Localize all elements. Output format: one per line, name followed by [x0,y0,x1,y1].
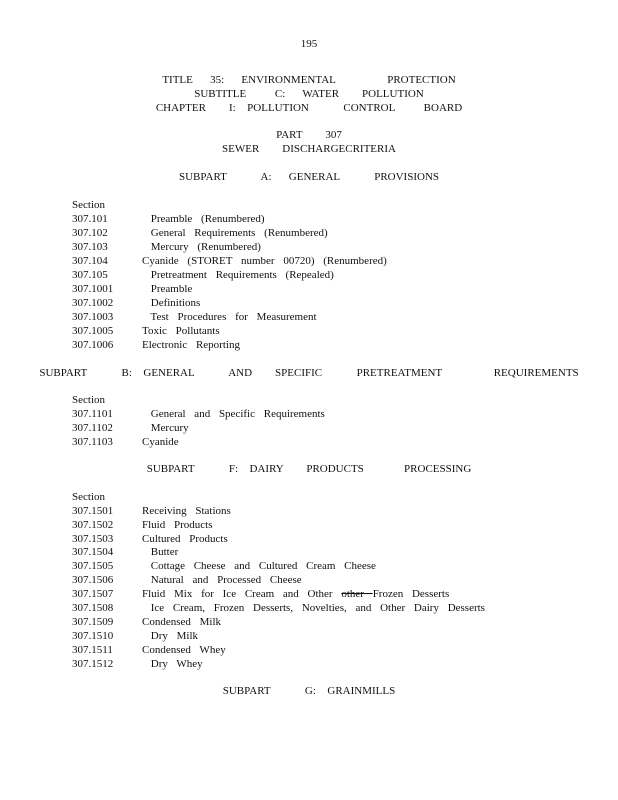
section-row [72,629,198,643]
section-number: 307.1103 [72,436,113,448]
section-title: Butter [142,546,179,558]
section-row [72,296,200,310]
section-number: 307.1003 [72,311,114,323]
section-number: 307.1505 [72,560,114,572]
section-row [72,532,228,546]
section-title: Dry Milk [142,630,198,642]
part-name-line: SEWER DISCHARGECRITERIA [222,143,396,155]
section-title: Cultured Products [142,533,228,545]
section-row [72,407,325,421]
subpart-b-heading: SUBPART B: GENERAL AND SPECIFIC PRETREATMENT REQUIREMENTS [39,367,579,379]
subpart-a-heading: SUBPART A: GENERAL PROVISIONS [179,171,439,183]
section-number: 307.1502 [72,519,114,531]
section-row [72,545,178,559]
section-title: Cyanide [142,436,179,448]
section-title: Condensed Milk [142,616,222,628]
section-number: 307.1001 [72,283,114,295]
section-number: 307.1102 [72,422,113,434]
section-number: 307.1511 [72,644,113,656]
section-number: 307.105 [72,269,108,281]
section-title: Pretreatment Requirements (Repealed) [142,269,334,281]
title-text: Frozen Desserts [372,588,450,600]
chapter-line: CHAPTER I: POLLUTION CONTROL BOARD [155,102,463,114]
section-title: General Requirements (Renumbered) [142,227,328,239]
section-row [72,226,328,240]
section-row [72,435,179,449]
section-row [72,657,203,671]
part-line: PART 307 [276,129,342,141]
section-row [72,268,334,282]
section-number: 307.1510 [72,630,114,642]
subpart-f-heading: SUBPART F: DAIRY PRODUCTS PROCESSING [146,463,472,475]
section-row [72,573,302,587]
section-row [72,601,485,615]
section-number: 307.1002 [72,297,114,309]
section-row [72,643,226,657]
section-row [72,504,231,518]
section-row [72,615,221,629]
section-number: 307.102 [72,227,108,239]
section-row [72,324,220,338]
section-title [142,588,449,600]
section-title: Cottage Cheese and Cultured Cream Cheese [142,560,376,572]
struck-text: other [341,588,373,600]
section-title: Mercury (Renumbered) [142,241,261,253]
subtitle-line: SUBTITLE C: WATER POLLUTION [194,88,424,100]
section-row [72,518,212,532]
section-row [72,421,189,435]
section-title: Mercury [142,422,189,434]
page-number: 195 [300,38,318,50]
section-number: 307.103 [72,241,108,253]
section-title: Test Procedures for Measurement [142,311,317,323]
section-title: Cyanide (STORET number 00720) (Renumbered) [142,255,387,267]
section-title: Toxic Pollutants [142,325,220,337]
section-title: Electronic Reporting [142,339,240,351]
section-label: Section [72,491,105,503]
section-title: Preamble (Renumbered) [142,213,265,225]
section-title: General and Specific Requirements [142,408,325,420]
section-row [72,254,387,268]
section-number: 307.1509 [72,616,114,628]
section-number: 307.1501 [72,505,114,517]
section-title: Ice Cream, Frozen Desserts, Novelties, and Other Dairy Desserts [142,602,485,614]
section-row [72,587,449,601]
section-title: Definitions [142,297,201,309]
section-number: 307.1005 [72,325,114,337]
section-label: Section [72,199,105,211]
section-title: Condensed Whey [142,644,226,656]
subpart-g-heading: SUBPART G: GRAINMILLS [222,685,396,697]
title-line: TITLE 35: ENVIRONMENTAL PROTECTION [162,74,456,86]
section-number: 307.1101 [72,408,113,420]
section-number: 307.1507 [72,588,114,600]
section-row [72,240,261,254]
section-number: 307.104 [72,255,108,267]
section-number: 307.1503 [72,533,114,545]
section-number: 307.101 [72,213,108,225]
section-label: Section [72,394,105,406]
section-number: 307.1506 [72,574,114,586]
section-number: 307.1512 [72,658,114,670]
section-row [72,212,265,226]
section-title: Preamble [142,283,193,295]
section-row [72,282,192,296]
section-row [72,310,317,324]
section-title: Dry Whey [142,658,203,670]
section-title: Natural and Processed Cheese [142,574,302,586]
section-number: 307.1508 [72,602,114,614]
section-number: 307.1006 [72,339,114,351]
section-row [72,338,240,352]
section-number: 307.1504 [72,546,114,558]
section-row [72,559,376,573]
section-title: Receiving Stations [142,505,231,517]
section-title: Fluid Products [142,519,213,531]
title-text: Fluid Mix for Ice Cream and Other [142,588,342,600]
